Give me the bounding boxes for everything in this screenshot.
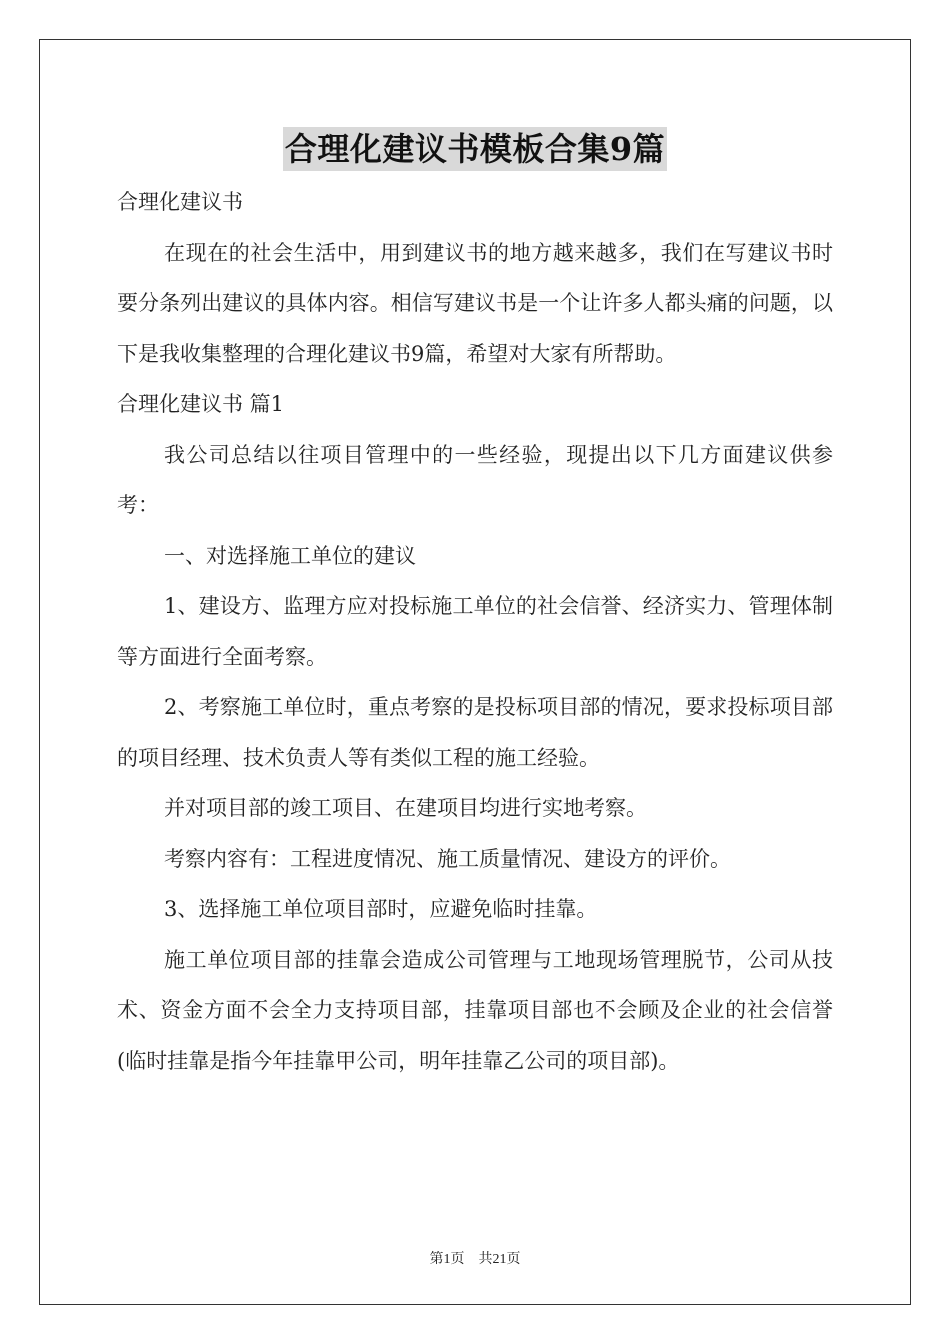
page-number: 第1页 xyxy=(429,1252,465,1267)
page-total: 共21页 xyxy=(478,1252,521,1267)
paragraph: 施工单位项目部的挂靠会造成公司管理与工地现场管理脱节，公司从技术、资金方面不会全力支持项目部，挂靠项目部也不会顾及企业的社会信誉(临时挂靠是指今年挂靠甲公司，明年挂靠乙公司的项目部)。 xyxy=(117,947,833,1073)
paragraph: 合理化建议书 篇1 xyxy=(117,392,285,416)
paragraph: 在现在的社会生活中，用到建议书的地方越来越多，我们在写建议书时要分条列出建议的具体内容。相信写建议书是一个让许多人都头痛的问题，以下是我收集整理的合理化建议书9篇，希望对大家有所帮助。 xyxy=(117,240,833,366)
paragraph: 合理化建议书 xyxy=(117,190,243,214)
paragraph: 考察内容有：工程进度情况、施工质量情况、建设方的评价。 xyxy=(164,846,731,871)
page-footer xyxy=(0,1248,950,1268)
paragraph: 2、考察施工单位时，重点考察的是投标项目部的情况，要求投标项目部的项目经理、技术负责人等有类似工程的施工经验。 xyxy=(117,695,833,770)
document-body xyxy=(117,177,833,1086)
paragraph: 1、建设方、监理方应对投标施工单位的社会信誉、经济实力、管理体制等方面进行全面考察。 xyxy=(117,594,833,669)
paragraph: 3、选择施工单位项目部时，应避免临时挂靠。 xyxy=(164,897,598,921)
paragraph: 我公司总结以往项目管理中的一些经验，现提出以下几方面建议供参考： xyxy=(117,442,833,517)
document-title: 合理化建议书模板合集9篇 xyxy=(283,127,667,171)
paragraph: 一、对选择施工单位的建议 xyxy=(164,543,416,568)
paragraph: 并对项目部的竣工项目、在建项目均进行实地考察。 xyxy=(164,796,647,820)
title-container xyxy=(0,127,950,171)
